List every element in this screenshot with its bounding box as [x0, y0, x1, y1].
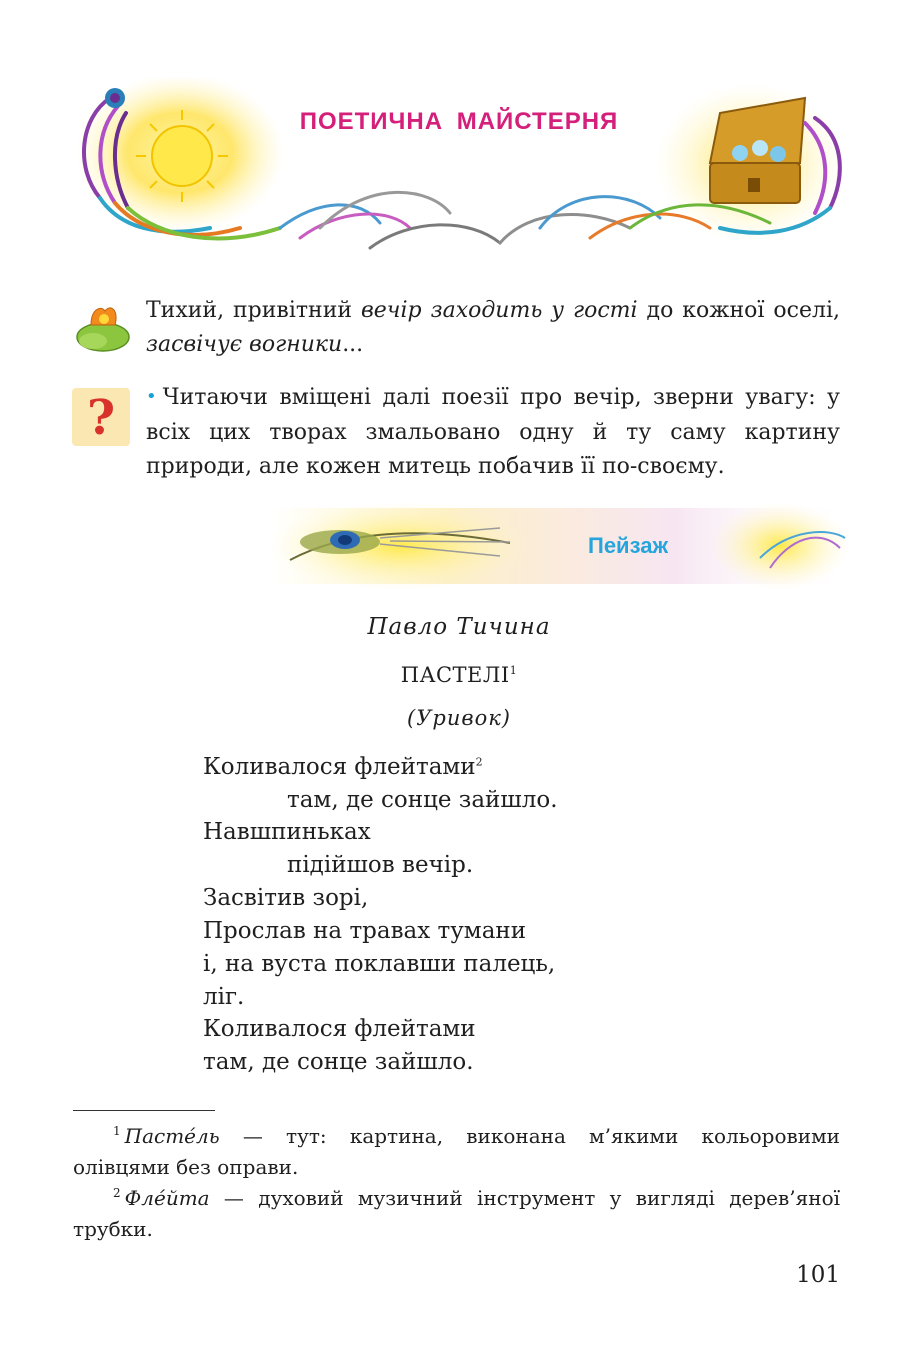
header-banner-illustration [70, 78, 850, 253]
poem-line: там, де сонце зайшло. [203, 1049, 474, 1075]
poem-author: Павло Тичина [367, 614, 551, 640]
poem-line: там, де сонце зайшло. [287, 787, 558, 813]
footnote-divider [73, 1110, 215, 1111]
footnote-ref[interactable]: 1 [509, 664, 518, 677]
footnote: $^1$ Пасте́ль — тут: картина, виконана м’якими кольоровими олівцями без оправи. [73, 1124, 840, 1179]
question-mark-icon [72, 388, 130, 446]
svg-text:?: ? [86, 390, 116, 446]
poem-title: ПАСТЕЛІ$^1$ [400, 663, 518, 687]
bullet-icon: • [146, 386, 157, 407]
subsection-banner-illustration [270, 498, 850, 594]
poem-subtitle: (Уривок) [407, 706, 511, 730]
footnote: $^2$ Фле́йта — духовий музичний інструмент у вигляді дерев’яної трубки. [73, 1186, 840, 1241]
poem-line: Коливалося флейтами [203, 1016, 476, 1042]
subsection-title: Пейзаж [588, 533, 669, 558]
section-title: ПОЕТИЧНА МАЙСТЕРНЯ [299, 108, 619, 135]
poem-line: підійшов вечір. [287, 852, 474, 878]
poem-line: Прослав на травах тумани [203, 918, 527, 944]
poem-line: Засвітив зорі, [203, 885, 369, 911]
water-lily-icon [73, 295, 131, 355]
poem-line: ліг. [203, 984, 245, 1010]
poem-line: і, на вуста поклавши палець, [203, 951, 556, 977]
task-paragraph: • Читаючи вміщені далі поезії про вечір, зверни увагу: у всіх цих творах змальовано одну й ту саму картину природи, але кожен митець побачив її по-своєму. [146, 385, 840, 479]
footnote-ref[interactable]: 2 [475, 755, 483, 769]
page-number: 101 [796, 1262, 840, 1288]
poem-line: Навшпиньках [203, 819, 371, 845]
intro-paragraph: Тихий, привітний вечір заходить у гості до кожної оселі, засвічує вогники... [146, 298, 841, 357]
poem-line: Коливалося флейтами$^2$ [203, 754, 483, 780]
